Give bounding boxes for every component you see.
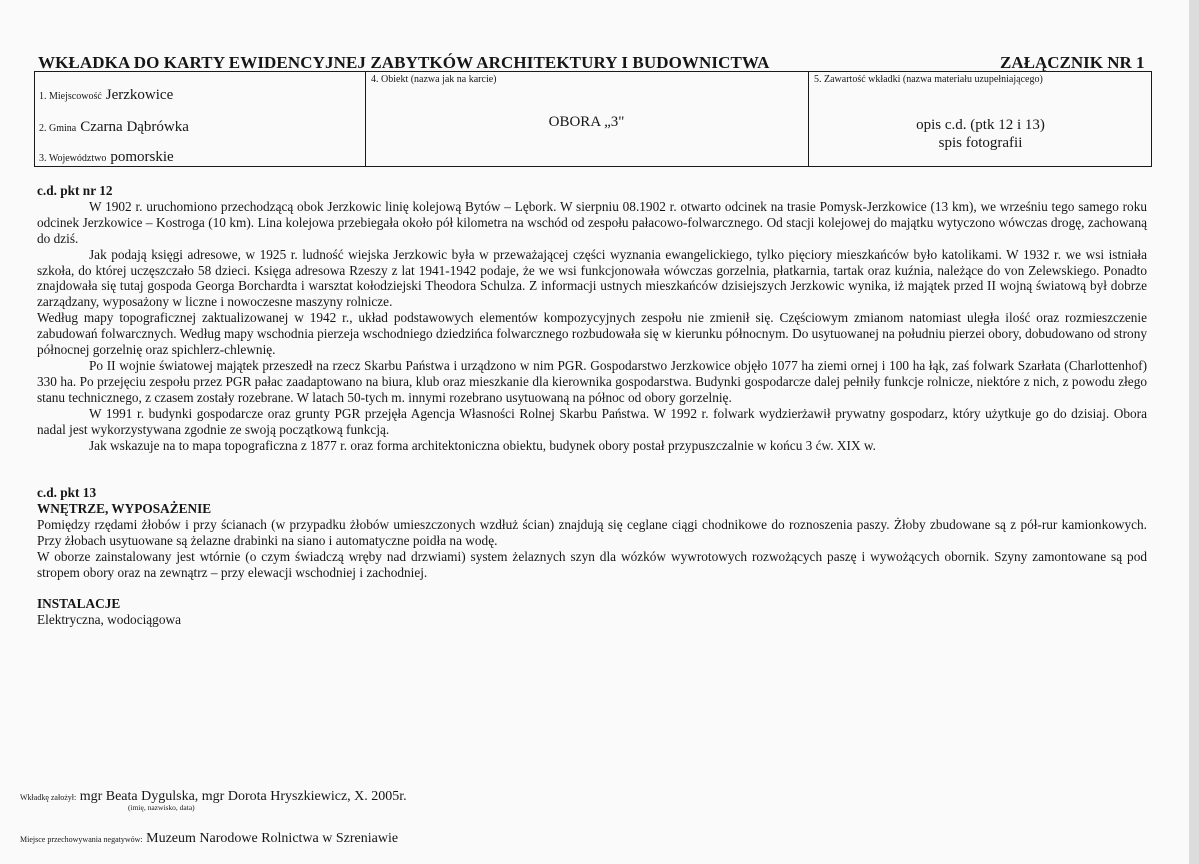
storage-label: Miejsce przechowywania negatywów: <box>20 835 143 844</box>
section-13-heading: c.d. pkt 13 <box>37 485 97 501</box>
installations-heading: INSTALACJE <box>37 595 121 611</box>
section-12-paragraph: Jak wskazuje na to mapa topograficzna z 1877 r. oraz forma architektoniczna obiektu, budynek obory postał przypuszczalnie w końcu 3 ćw. XIX w. <box>89 437 876 453</box>
section-12-paragraph: W 1902 r. uruchomiono przechodzącą obok Jerzkowic linię kolejową Bytów – Lębork. W sierpniu 08.1902 r. otwarto odcinek na trasie Pomysk-Jerzkowice (13 km), we wrześniu tego samego roku odcinek Jerzkowice – Kostroga (10 km). Lina kolejowa przebiegała około pół kilometra na wschód od zespołu pałacowo-folwarcznego. Od stacji kolejowej do majątku wytyczono wówczas drogę, zachowaną do dziś. <box>37 198 1147 246</box>
content-line-1: opis c.d. (ptk 12 i 13) <box>916 117 1045 133</box>
locality-label: 1. Miejscowość <box>39 91 102 102</box>
author-label: Wkładkę założył: <box>20 793 77 802</box>
section-12-paragraph: W 1991 r. budynki gospodarcze oraz grunty PGR przejęła Agencja Własności Rolnej Skarbu Państwa. W 1992 r. folwark wydzierżawił prywatny gospodarz, który użytkuje go do dzisiaj. Obora nadal jest wykorzystywana zgodnie ze swoją początkową funkcją. <box>37 405 1147 437</box>
installations-text: Elektryczna, wodociągowa <box>37 611 181 627</box>
author-value: mgr Beata Dygulska, mgr Dorota Hryszkiewicz, X. 2005r. <box>79 789 407 804</box>
commune-value: Czarna Dąbrówka <box>80 119 189 135</box>
commune-field <box>39 118 189 136</box>
annex-label: ZAŁĄCZNIK NR 1 <box>1000 53 1145 72</box>
object-name: OBORA „3" <box>548 114 625 130</box>
document-title: WKŁADKA DO KARTY EWIDENCYJNEJ ZABYTKÓW ARCHITEKTURY I BUDOWNICTWA <box>38 53 770 72</box>
section-13-paragraph: W oborze zainstalowany jest wtórnie (o czym świadczą wręby nad drzwiami) system żelaznych szyn dla wózków wywrotowych rozwożących paszę i wywożących obornik. Szyny zamontowane są pod stropem obory oraz na zewnątrz – przy elewacji wschodniej i zachodniej. <box>37 549 1147 580</box>
content-line-2: spis fotografii <box>938 135 1023 151</box>
content-label: 5. Zawartość wkładki (nazwa materiału uzupełniającego) <box>814 74 1043 85</box>
section-12-paragraph: Według mapy topograficznej zaktualizowanej w 1942 r., układ podstawowych elementów kompozycyjnych zespołu nie zmienił się. Częściowym zmianom natomiast uległa ilość oraz rozmieszczenie zabudowań folwarcznych. Według mapy wschodnia pierzeja wschodniego dziedzińca folwarcznego rozbudowała się w kierunku północnym. Do usytuowanej na południu pierzei obory, dobudowano od strony północnej gorzelnię oraz spichlerz-chlewnię. <box>37 310 1147 358</box>
section-12-heading: c.d. pkt nr 12 <box>37 183 113 198</box>
header-form-box <box>34 71 1152 167</box>
section-13-paragraph: Pomiędzy rzędami żłobów i przy ścianach (w przypadku żłobów umieszczonych wzdłuż ścian) znajdują się ceglane ciągi chodnikowe do roznoszenia paszy. Żłoby zbudowane są z pół-rur kamionkowych. Przy żłobach usytuowane są żelazne drabinki na siano i automatyczne poidła na wodę. <box>37 517 1147 549</box>
author-line <box>20 789 407 805</box>
content-supplement <box>808 116 1153 152</box>
locality-field <box>39 86 173 104</box>
voivodeship-field <box>39 148 174 166</box>
author-note: (imię, nazwisko, data) <box>128 803 195 812</box>
document-body <box>37 183 1147 628</box>
section-12-paragraph: Po II wojnie światowej majątek przeszedł na rzecz Skarbu Państwa i urządzono w nim PGR. Gospodarstwo Jerzkowice objęło 1077 ha ziemi ornej i 100 ha łąk, zaś folwark Szarłata (Charlottenhof) 330 ha. Po przejęciu zespołu przez PGR pałac zaadaptowano na biura, klub oraz mieszkanie dla kierownika gospodarstwa. Budynki gospodarcze dalej pełniły funkcje rolnicze, niektóre z nich, z powodu złego stanu technicznego, z czasem zostały rozebrane. W latach 50-tych m. innymi rozebrano usytuowaną na północ od obory gorzelnię. <box>37 357 1147 405</box>
storage-value: Muzeum Narodowe Rolnictwa w Szreniawie <box>146 831 399 846</box>
voivodeship-label: 3. Województwo <box>39 153 107 164</box>
scan-edge <box>1189 0 1199 864</box>
section-12-paragraph: Jak podają księgi adresowe, w 1925 r. ludność wiejska Jerzkowic była w przeważającej części wyznania ewangelickiego, tylko pięciory mieszkańców było katolikami. W 1932 r. we wsi istniała szkoła, do której uczęszczało 58 dzieci. Księga adresowa Rzeszy z lat 1941-1942 podaje, że we wsi funkcjonowała wówczas gorzelnia, płatkarnia, tartak oraz kuźnia, należące do von Zelewskiego. Ponadto znajdowała się tutaj gospoda Georga Borchardta i warsztat kołodziejski Theodora Schulza. Z informacji ustnych mieszkańców dzisiejszych Jerzkowic wynika, iż majątek przed II wojną światową był dobrze zarządzany, wyposażony w liczne i nowoczesne maszyny rolnicze. <box>37 246 1147 310</box>
storage-line <box>20 831 398 847</box>
section-13-subheading: WNĘTRZE, WYPOSAŻENIE <box>37 501 212 517</box>
voivodeship-value: pomorskie <box>110 149 174 165</box>
commune-label: 2. Gmina <box>39 123 77 134</box>
object-label: 4. Obiekt (nazwa jak na karcie) <box>371 74 497 85</box>
locality-value: Jerzkowice <box>105 87 174 103</box>
